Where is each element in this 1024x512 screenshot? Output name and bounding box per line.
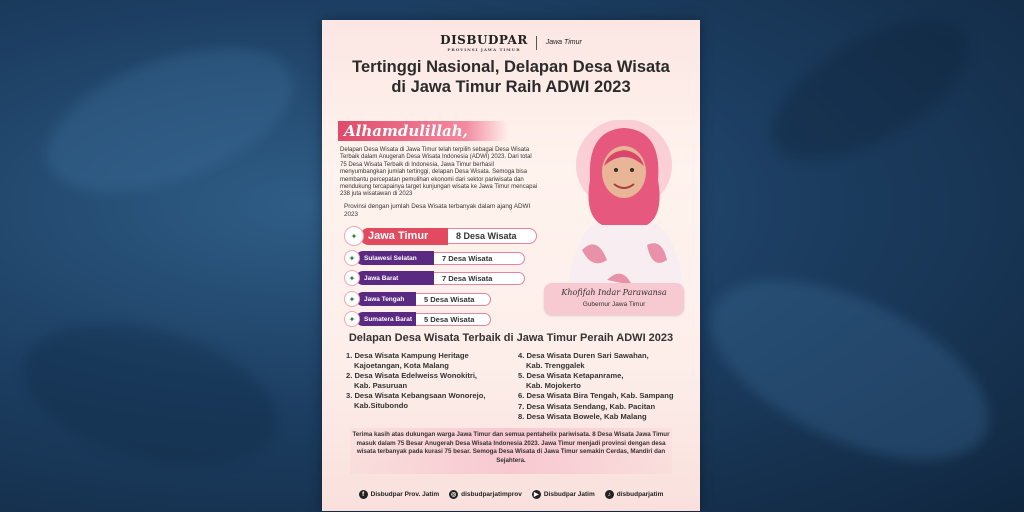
tiktok-icon: ♪	[605, 490, 614, 499]
background-texture	[27, 19, 312, 221]
province-intro: Provinsi dengan jumlah Desa Wisata terbanyak dalam ajang ADWI 2023	[344, 203, 531, 218]
intro-paragraph: Delapan Desa Wisata di Jawa Timur telah terpilih sebagai Desa Wisata Terbaik dalam Anugerah Desa Wisata Indonesia (ADWI) 2023. Dari total 75 Desa Wisata Terbaik di Indonesia, Jawa Timur berhasil menyumbangkan jumlah tertinggi, delapan Desa Wisata. Semoga bisa membantu percepatan pemulihan ekonomi dari sektor pariwisata dan mendukung tercapainya target kunjungan wisata ke Jawa Timur mencapai 238 juta wisatawan di 2023	[340, 147, 538, 198]
instagram-icon: ◎	[451, 492, 457, 498]
social-instagram[interactable]: ◎ disbudparjatimprov	[451, 491, 522, 498]
list-item: 2. Desa Wisata Edelweiss Wonokitri, Kab. Pasuruan	[346, 371, 478, 390]
list-item: 6. Desa Wisata Bira Tengah, Kab. Sampang	[518, 391, 674, 400]
list-item: 7. Desa Wisata Sendang, Kab. Pacitan	[518, 401, 656, 411]
province-emblem-icon: ✦	[344, 311, 360, 327]
ranking-sumatera-barat: ✦ Sumatera Barat 5 Desa Wisata	[344, 311, 491, 327]
province-emblem-icon: ✦	[344, 270, 360, 286]
villages-list-left	[346, 351, 516, 411]
social-youtube[interactable]: ▶ Disbudpar Jatim	[532, 490, 595, 499]
youtube-icon: ▶	[532, 490, 541, 499]
ranking-jawa-tengah: ✦ Jawa Tengah 5 Desa Wisata	[344, 291, 491, 307]
background-texture	[750, 0, 991, 188]
province-emblem-icon: ✦	[344, 250, 360, 266]
governor-role: Gubernur Jawa Timur	[582, 301, 646, 308]
background-texture	[8, 299, 293, 492]
social-tiktok[interactable]: ♪ disbudparjatim	[605, 490, 664, 499]
facebook-icon: f	[359, 490, 368, 499]
greeting-banner: Alhamdulillah,	[338, 121, 508, 141]
villages-list-right	[518, 351, 688, 423]
ranking-sulawesi-selatan: ✦ Sulawesi Selatan 7 Desa Wisata	[344, 250, 525, 266]
list-item: 3. Desa Wisata Kebangsaan Wonorejo, Kab.Situbondo	[346, 391, 486, 410]
header-logos	[322, 33, 700, 52]
social-facebook[interactable]: f Disbudpar Prov. Jatim	[359, 490, 440, 499]
ranking-jawa-timur: ✦ Jawa Timur 8 Desa Wisata	[344, 226, 537, 246]
province-emblem-icon: ✦	[344, 226, 364, 246]
background-texture	[684, 243, 1015, 497]
ranking-jawa-barat: ✦ Jawa Barat 7 Desa Wisata	[344, 270, 525, 286]
social-links	[322, 490, 700, 499]
list-item: 4. Desa Wisata Duren Sari Sawahan, Kab. Trenggalek	[518, 351, 649, 370]
jawa-timur-brand-logo: Jawa Timur	[545, 39, 582, 46]
list-item: 5. Desa Wisata Ketapanrame, Kab. Mojokerto	[518, 371, 624, 390]
list-item: 1. Desa Wisata Kampung Heritage Kajoetangan, Kota Malang	[346, 351, 469, 370]
governor-name: Khofifah Indar Parawansa	[561, 288, 667, 297]
governor-portrait	[552, 120, 692, 295]
list-item: 8. Desa Wisata Bowele, Kab Malang	[518, 412, 647, 421]
province-emblem-icon: ✦	[344, 291, 360, 307]
disbudpar-logo: DISBUDPAR PROVINSI JAWA TIMUR	[440, 33, 528, 52]
poster-title: Tertinggi Nasional, Delapan Desa Wisata di Jawa Timur Raih ADWI 2023	[352, 58, 670, 96]
infographic-poster	[322, 20, 700, 511]
villages-list-title: Delapan Desa Wisata Terbaik di Jawa Timur Peraih ADWI 2023	[348, 332, 674, 344]
closing-message: Terima kasih atas dukungan warga Jawa Timur dan semua pentahelix pariwisata. 8 Desa Wisata Jawa Timur masuk dalam 75 Besar Anugerah Desa Wisata Indonesia 2023. Jawa Timur menjadi provinsi dengan desa wisata terbanyak pada kurasi 75 besar. Semoga Desa Wisata di Jawa Timur semakin Cerdas, Mandiri dan Sejahtera.	[350, 428, 672, 474]
